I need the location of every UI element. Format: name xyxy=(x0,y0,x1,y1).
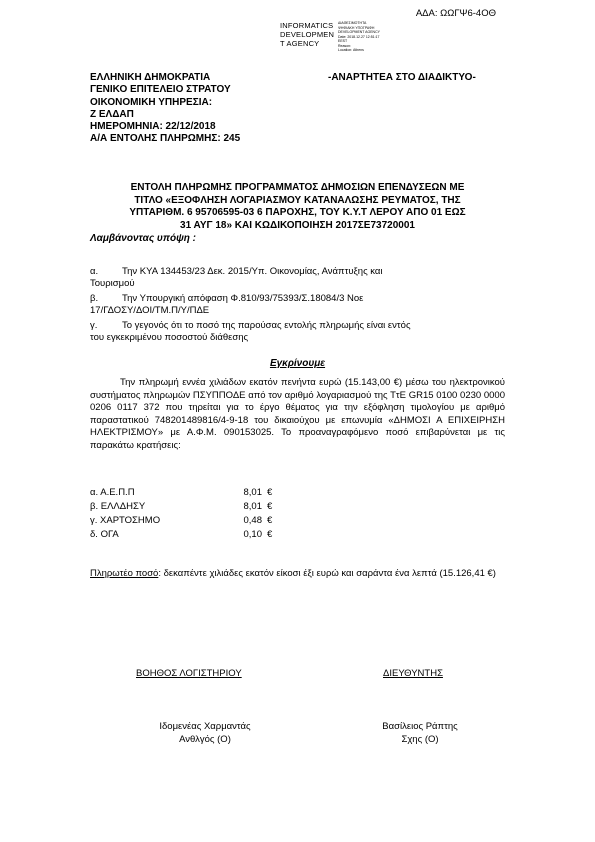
item-text: του εγκεκριμένου ποσοστού διάθεσης xyxy=(90,331,249,343)
logo-text xyxy=(280,21,334,48)
assistant-role: ΒΟΗΘΟΣ ΛΟΓΙΣΤΗΡΙΟΥ xyxy=(136,668,242,679)
euro-sign: € xyxy=(267,529,273,540)
header-line: Α/Α ΕΝΤΟΛΗΣ ΠΛΗΡΩΜΗΣ: 245 xyxy=(90,133,241,145)
deduction-name: β. ΕΛΛΔΗΣΥ xyxy=(90,501,146,512)
item-text: 17/ΓΔΟΣΥ/ΔΟΙ/ΤΜ.Π/Υ/ΠΔΕ xyxy=(90,304,210,316)
title-line: ΕΝΤΟΛΗ ΠΛΗΡΩΜΗΣ ΠΡΟΓΡΑΜΜΑΤΟΣ ΔΗΜΟΣΙΩΝ ΕΠΕΝΔΥΣΕΩΝ ΜΕ xyxy=(130,182,465,193)
payable-text: : δεκαπέντε χιλιάδες εκατόν είκοσι έξι ευρώ και σαράντα ένα λεπτά (15.126,41 €) xyxy=(158,568,496,579)
deduction-value: 0,48 xyxy=(243,515,262,526)
header-line: ΟΙΚΟΝΟΜΙΚΗ ΥΠΗΡΕΣΙΑ: xyxy=(90,96,213,108)
header-line: Ζ ΕΛΔΑΠ xyxy=(90,108,134,120)
director-role: ΔΙΕΥΘΥΝΤΗΣ xyxy=(383,668,443,679)
assistant-signature xyxy=(130,721,280,746)
item-marker: α. xyxy=(90,266,99,277)
signatory-rank: Σχης (Ο) xyxy=(401,733,439,745)
item-text: Το γεγονός ότι το ποσό της παρούσας εντολής πληρωμής είναι εντός xyxy=(122,320,411,331)
consideration-item xyxy=(90,266,505,290)
title-line: ΤΙΤΛΟ «ΕΞΟΦΛΗΣΗ ΛΟΓΑΡΙΑΣΜΟΥ ΚΑΤΑΝΑΛΩΣΗΣ ΡΕΥΜΑΤΟΣ, ΤΗΣ xyxy=(134,194,461,206)
item-marker: γ. xyxy=(90,320,98,331)
consideration-item xyxy=(90,293,505,317)
signature-line: Location: Athens xyxy=(338,48,364,52)
deduction-value: 8,01 xyxy=(243,487,262,498)
logo-line: DEVELOPMEN xyxy=(280,30,335,39)
euro-sign: € xyxy=(267,487,273,498)
item-text: Την ΚΥΑ 134453/23 Δεκ. 2015/Υπ. Οικονομίας, Ανάπτυξης και xyxy=(122,266,383,277)
payable-amount xyxy=(90,568,505,581)
header-line: ΗΜΕΡΟΜΗΝΙΑ: 22/12/2018 xyxy=(90,121,216,133)
deduction-name: α. Α.Ε.Π.Π xyxy=(90,487,135,498)
signature-line: Reason: xyxy=(338,43,352,48)
director-signature xyxy=(345,721,495,746)
deduction-name: δ. ΟΓΑ xyxy=(90,529,119,540)
deduction-name: γ. ΧΑΡΤΟΣΗΜΟ xyxy=(90,515,161,526)
digital-signature-stamp xyxy=(280,21,405,57)
signature-line: EEST xyxy=(338,39,348,43)
deduction-value: 8,01 xyxy=(243,501,262,512)
euro-sign: € xyxy=(267,501,273,512)
title-line: 31 ΑΥΓ 18» ΚΑΙ ΚΩΔΙΚΟΠΟΙΗΣΗ 2017ΣΕ73720001 xyxy=(180,219,415,231)
signature-line: Date: 2018.12.27 12:51:17 xyxy=(338,34,380,39)
approval-paragraph: Την πληρωμή εννέα χιλιάδων εκατόν πενήντα ευρώ (15.143,00 €) μέσω του ηλεκτρονικού συστήματος πληρωμών ΠΣΥΠΠΟΔΕ από τον αριθμό λογαριασμού της ΤτΕ GR15 0100 0230 0000 0206 0117 372 που τηρείται για το έργο θέματος για την εξόφληση τιμολογίου με αριθμό παραστατικού 748201489816/4-9-18 του δικαιούχου με επωνυμία «ΔΗΜΟΣΙ Α ΕΠΙΧΕΙΡΗΣΗ ΗΛΕΚΤΡΙΣΜΟΥ» με Α.Φ.Μ. 090153025. Το προαναγραφόμενο ποσό επιβαρύνεται με τις παρακάτω κρατήσεις: xyxy=(90,377,505,451)
title-line: ΥΠΤΑΡΙΘΜ. 6 95706595-03 6 ΠΑΡΟΧΗΣ, ΤΟΥ Κ.Υ.Τ ΛΕΡΟΥ ΑΠΟ 01 ΕΩΣ xyxy=(129,207,466,219)
signature-line: ΔΙΑΘΕΣΙΜΟΤΗΤΑ xyxy=(338,21,367,25)
logo-line: INFORMATICS xyxy=(280,21,334,30)
publish-notice: -ΑΝΑΡΤΗΤΕΑ ΣΤΟ ΔΙΑΔΙΚΤΥΟ- xyxy=(328,72,476,83)
signatory-name: Βασίλειος Ράπτης xyxy=(382,721,458,732)
consideration-item xyxy=(90,320,505,344)
considering-label: Λαμβάνοντας υπόψη : xyxy=(90,233,197,244)
header-line: ΓΕΝΙΚΟ ΕΠΙΤΕΛΕΙΟ ΣΤΡΑΤΟΥ xyxy=(90,84,231,96)
ada-code: ΑΔΑ: ΩΩΓΨ6-4ΟΘ xyxy=(415,8,496,19)
item-text: Την Υπουργική απόφαση Φ.810/93/75393/Σ.18084/3 Νοε xyxy=(122,293,364,304)
item-marker: β. xyxy=(90,293,99,304)
deduction-value: 0,10 xyxy=(243,529,262,540)
item-text: Τουρισμού xyxy=(90,277,135,289)
approve-heading: Εγκρίνουμε xyxy=(269,358,326,369)
logo-line: T AGENCY xyxy=(280,39,320,48)
signatory-rank: Ανθλγός (Ο) xyxy=(179,733,231,745)
euro-sign: € xyxy=(267,515,273,526)
signatory-name: Ιδομενέας Χαρμαντάς xyxy=(159,721,251,732)
signature-line: DEVELOPMENT AGENCY xyxy=(338,30,380,34)
signature-details xyxy=(338,21,402,53)
payable-label: Πληρωτέο ποσό xyxy=(90,568,159,579)
document-title xyxy=(85,182,510,232)
header-line: ΕΛΛΗΝΙΚΗ ΔΗΜΟΚΡΑΤΙΑ xyxy=(90,72,211,83)
signature-line: ΨΗΦΙΑΚΗ ΥΠΟΓΡΑΦΗ xyxy=(338,25,375,30)
document-header xyxy=(90,72,240,146)
